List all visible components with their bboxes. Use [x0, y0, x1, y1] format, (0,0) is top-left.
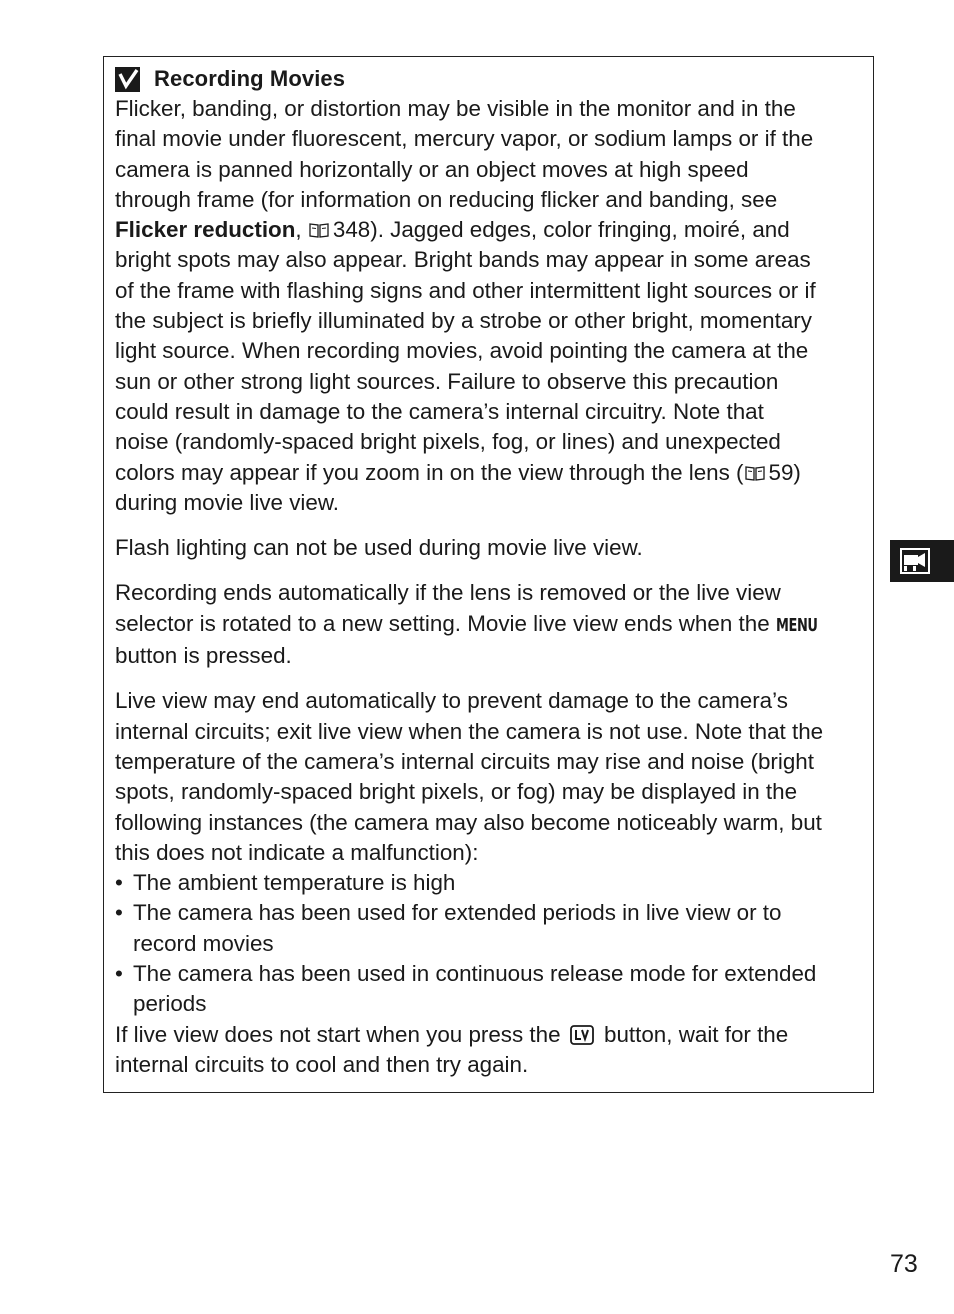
page-reference: 59: [768, 459, 794, 485]
text-line: sun or other strong light sources. Failure to observe this precaution: [115, 368, 779, 394]
page-reference: 348: [332, 217, 371, 243]
menu-button-glyph: MENU: [775, 614, 818, 636]
flicker-reduction-term: Flicker reduction: [115, 217, 296, 243]
text-line: internal circuits; exit live view when the camera is not use. Note that the: [115, 718, 824, 744]
list-item: [115, 959, 859, 1020]
bullet-marker: •: [115, 900, 123, 926]
bullet-list: [115, 868, 859, 1019]
text-line: Flash lighting can not be used during movie live view.: [115, 535, 643, 561]
text-line: could result in damage to the camera’s internal circuitry. Note that: [115, 398, 764, 424]
text-line: noise (randomly-spaced bright pixels, fog, or lines) and unexpected: [115, 429, 781, 455]
check-icon: [115, 66, 142, 93]
text-fragment: ,: [295, 217, 308, 243]
text-fragment: If live view does not start when you press the: [115, 1021, 567, 1047]
page-number: 73: [890, 1250, 918, 1278]
movie-camera-icon: [898, 546, 932, 576]
text-line: record movies: [133, 930, 274, 956]
text-line: following instances (the camera may also become noticeably warm, but: [115, 809, 822, 835]
text-line: button is pressed.: [115, 643, 292, 669]
list-item: [115, 898, 859, 959]
text-line: [115, 1020, 859, 1050]
text-line: [115, 215, 859, 245]
lv-button-icon: [570, 1025, 594, 1045]
text-line: Live view may end automatically to prevent damage to the camera’s: [115, 688, 788, 714]
text-fragment: selector is rotated to a new setting. Movie live view ends when the: [115, 610, 776, 636]
note-title: Recording Movies: [154, 66, 346, 91]
text-line: through frame (for information on reducing flicker and banding, see: [115, 186, 778, 212]
text-line: Recording ends automatically if the lens is removed or the live view: [115, 580, 781, 606]
text-line: during movie live view.: [115, 489, 340, 515]
chapter-tab: [890, 540, 954, 582]
text-line: [115, 609, 859, 641]
paragraph-flash: [115, 533, 859, 563]
text-fragment: ): [793, 459, 801, 485]
list-item: [115, 868, 859, 898]
text-fragment: button, wait for the: [597, 1021, 789, 1047]
paragraph-live-view-end: [115, 686, 859, 868]
text-line: internal circuits to cool and then try again.: [115, 1051, 529, 1077]
text-line: [115, 458, 859, 488]
text-fragment: ). Jagged edges, color fringing, moiré, and: [370, 217, 790, 243]
note-box: [103, 56, 874, 1093]
book-reference-icon: [745, 465, 765, 481]
paragraph-live-view-start: [115, 1020, 859, 1081]
book-reference-icon: [309, 222, 329, 238]
text-line: of the frame with flashing signs and other intermittent light sources or if: [115, 277, 816, 303]
text-line: bright spots may also appear. Bright bands may appear in some areas: [115, 247, 811, 273]
text-line: temperature of the camera’s internal circuits may rise and noise (bright: [115, 748, 814, 774]
text-line: The ambient temperature is high: [133, 870, 456, 896]
text-line: periods: [133, 991, 207, 1017]
text-fragment: colors may appear if you zoom in on the view through the lens (: [115, 459, 744, 485]
text-line: camera is panned horizontally or an object moves at high speed: [115, 156, 749, 182]
bullet-marker: •: [115, 870, 123, 896]
text-line: The camera has been used in continuous release mode for extended: [133, 961, 817, 987]
text-line: the subject is briefly illuminated by a strobe or other bright, momentary: [115, 308, 812, 334]
paragraph-recording-ends: [115, 578, 859, 671]
note-header: [115, 64, 859, 94]
text-line: final movie under fluorescent, mercury vapor, or sodium lamps or if the: [115, 126, 814, 152]
text-line: light source. When recording movies, avoid pointing the camera at the: [115, 338, 809, 364]
text-line: The camera has been used for extended periods in live view or to: [133, 900, 782, 926]
paragraph-flicker: [115, 94, 859, 518]
text-line: this does not indicate a malfunction):: [115, 839, 479, 865]
text-line: spots, randomly-spaced bright pixels, or fog) may be displayed in the: [115, 779, 798, 805]
text-line: Flicker, banding, or distortion may be visible in the monitor and in the: [115, 96, 796, 121]
bullet-marker: •: [115, 961, 123, 987]
